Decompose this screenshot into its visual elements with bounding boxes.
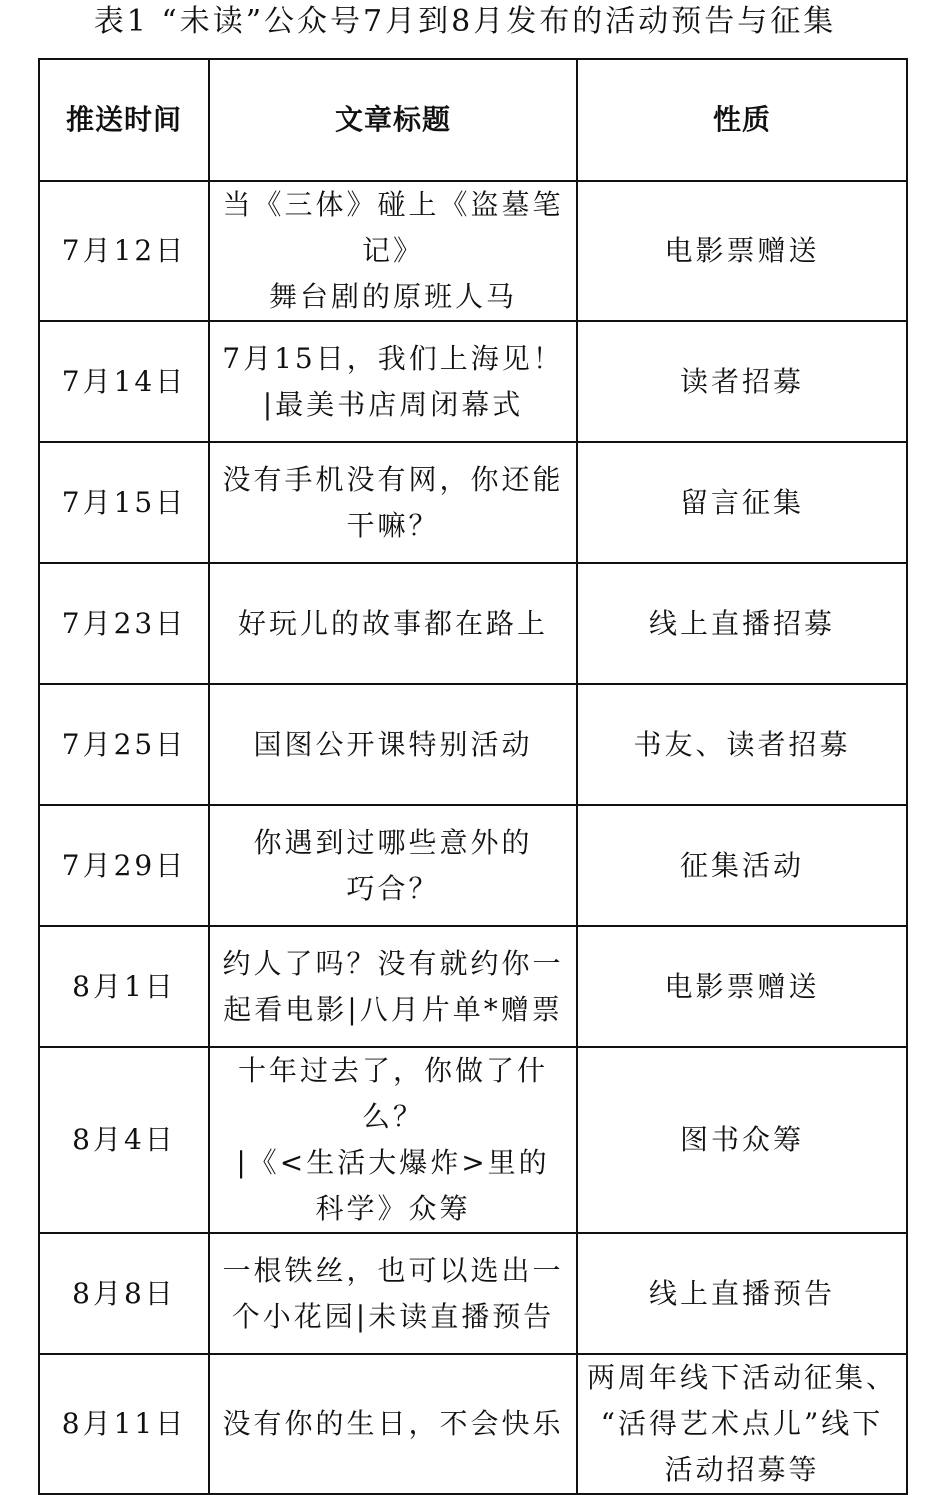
table-row — [39, 563, 907, 684]
date-cell: 8月4日 — [39, 1047, 209, 1233]
date-cell: 7月23日 — [39, 563, 209, 684]
date-cell: 8月1日 — [39, 926, 209, 1047]
table-row — [39, 442, 907, 563]
nature-line: 图书众筹 — [679, 1123, 804, 1156]
title-line: 巧合？ — [346, 871, 440, 905]
date-cell: 7月14日 — [39, 321, 209, 442]
nature-cell — [577, 1233, 907, 1354]
nature-cell — [577, 442, 907, 563]
title-line: 十年过去了，你做了什么？ — [237, 1054, 548, 1133]
title-line: 起看电影|八月片单*赠票 — [223, 992, 563, 1026]
title-cell — [209, 442, 577, 563]
header-nature: 性质 — [577, 59, 907, 181]
title-line: 当《三体》碰上《盗墓笔记》 — [222, 188, 564, 267]
nature-line: 征集活动 — [679, 848, 804, 882]
nature-cell — [577, 1047, 907, 1233]
date-cell: 7月25日 — [39, 684, 209, 805]
nature-line: 线上直播招募 — [648, 606, 835, 640]
table-row — [39, 1233, 907, 1354]
activity-table — [38, 58, 908, 1495]
date-cell: 8月8日 — [39, 1233, 209, 1354]
title-line: 干嘛？ — [346, 508, 440, 542]
nature-line: 活动招募等 — [664, 1453, 820, 1486]
date-cell: 7月15日 — [39, 442, 209, 563]
title-line: |最美书店周闭幕式 — [262, 387, 524, 421]
table-row — [39, 684, 907, 805]
title-line: |《<生活大爆炸>里的 — [236, 1146, 550, 1179]
title-cell — [209, 805, 577, 926]
table-caption: 表1 “未读”公众号7月到8月发布的活动预告与征集 — [93, 4, 837, 39]
title-line: 约人了吗？没有就约你一 — [222, 946, 564, 980]
title-cell — [209, 1047, 577, 1233]
table-row — [39, 1047, 907, 1233]
table-row — [39, 321, 907, 442]
nature-cell — [577, 563, 907, 684]
title-cell — [209, 563, 577, 684]
title-line: 你遇到过哪些意外的 — [253, 825, 533, 859]
date-cell: 8月11日 — [39, 1354, 209, 1494]
nature-cell — [577, 684, 907, 805]
date-cell: 7月12日 — [39, 181, 209, 321]
title-line: 个小花园|未读直播预告 — [231, 1299, 555, 1333]
nature-line: “活得艺术点儿”线下 — [600, 1407, 884, 1440]
title-cell — [209, 1233, 577, 1354]
date-cell: 7月29日 — [39, 805, 209, 926]
table-row — [39, 926, 907, 1047]
table-header-row — [39, 59, 907, 181]
nature-line: 电影票赠送 — [664, 969, 820, 1003]
title-cell — [209, 1354, 577, 1494]
title-line: 7月15日，我们上海见！ — [222, 341, 564, 375]
title-cell — [209, 684, 577, 805]
table-row — [39, 805, 907, 926]
nature-line: 两周年线下活动征集、 — [586, 1361, 897, 1394]
title-line: 科学》众筹 — [315, 1192, 471, 1225]
nature-line: 书友、读者招募 — [633, 727, 851, 761]
title-line: 没有手机没有网，你还能 — [222, 462, 564, 496]
nature-line: 电影票赠送 — [664, 234, 820, 267]
nature-line: 留言征集 — [679, 485, 804, 519]
title-line: 没有你的生日，不会快乐 — [222, 1407, 564, 1440]
title-line: 舞台剧的原班人马 — [268, 280, 517, 313]
title-cell — [209, 926, 577, 1047]
nature-cell — [577, 926, 907, 1047]
nature-cell — [577, 181, 907, 321]
nature-cell — [577, 1354, 907, 1494]
table-row — [39, 181, 907, 321]
nature-line: 线上直播预告 — [648, 1276, 835, 1310]
title-cell — [209, 321, 577, 442]
header-date: 推送时间 — [39, 59, 209, 181]
table-row — [39, 1354, 907, 1494]
title-line: 国图公开课特别活动 — [253, 727, 533, 761]
nature-cell — [577, 321, 907, 442]
nature-cell — [577, 805, 907, 926]
nature-line: 读者招募 — [679, 364, 804, 398]
header-title: 文章标题 — [209, 59, 577, 181]
title-line: 好玩儿的故事都在路上 — [237, 606, 548, 640]
title-cell — [209, 181, 577, 321]
title-line: 一根铁丝，也可以选出一 — [222, 1253, 564, 1287]
